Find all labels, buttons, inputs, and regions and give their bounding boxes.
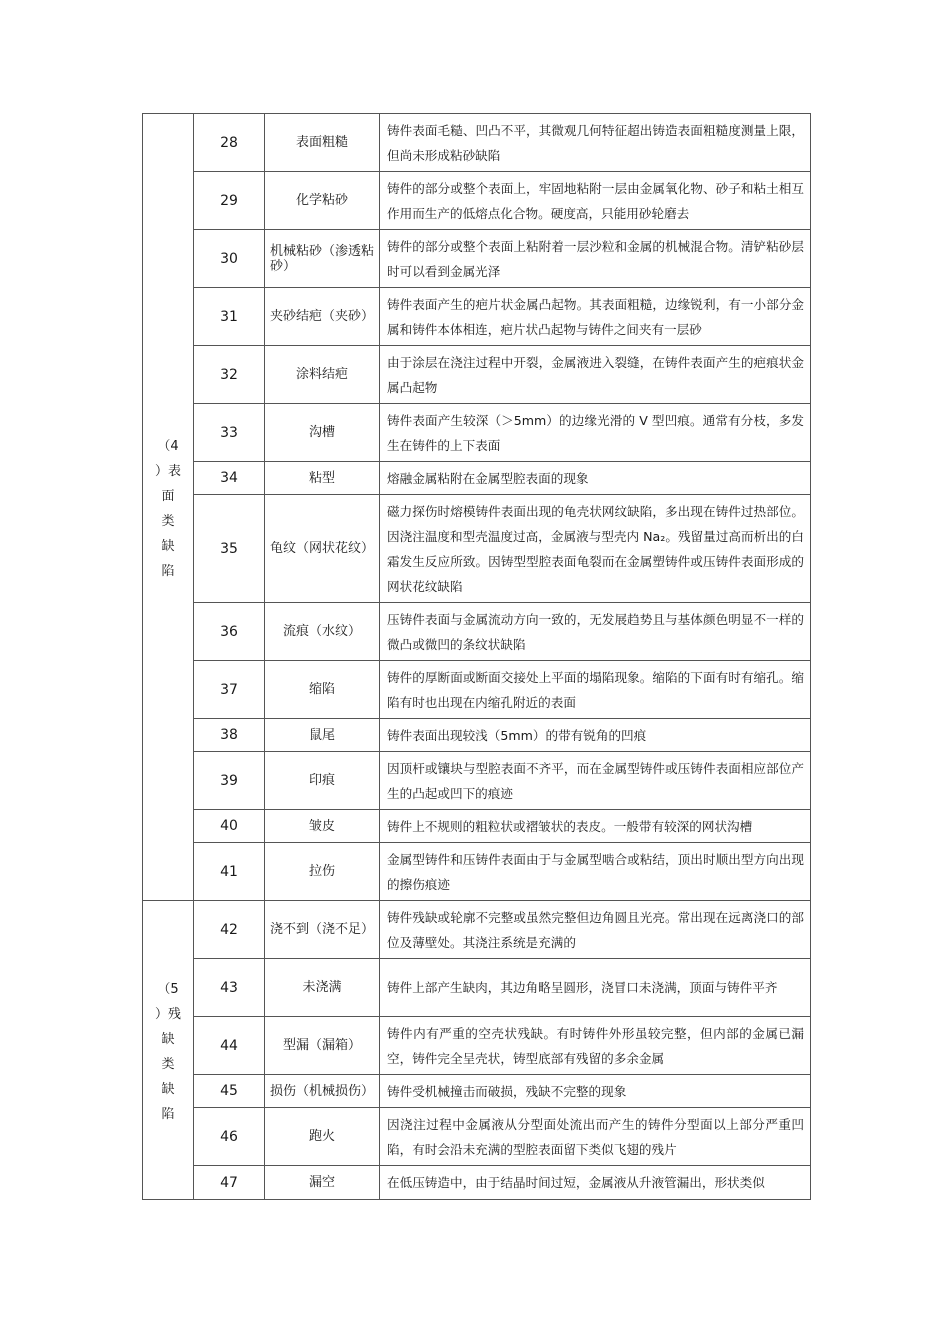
defect-name: 拉伤 (265, 843, 380, 901)
defect-name: 机械粘砂（渗透粘 砂） (265, 230, 380, 288)
defect-name: 印痕 (265, 752, 380, 810)
defect-description: 铸件受机械撞击而破损，残缺不完整的现象 (380, 1075, 811, 1108)
table-row (143, 603, 811, 661)
defect-description: 压铸件表面与金属流动方向一致的，无发展趋势且与基体颜色明显不一样的微凸或微凹的条纹状缺陷 (380, 603, 811, 661)
table-row (143, 1017, 811, 1075)
category-label-line: 缺 (161, 1032, 175, 1047)
defect-name: 化学粘砂 (265, 172, 380, 230)
defect-description: 铸件表面产生的疤片状金属凸起物。其表面粗糙，边缘锐利，有一小部分金属和铸件本体相连，疤片状凸起物与铸件之间夹有一层砂 (380, 288, 811, 346)
defect-name: 未浇满 (265, 959, 380, 1017)
defect-name: 沟槽 (265, 404, 380, 462)
defect-number: 46 (194, 1108, 265, 1166)
category-label-line: 类 (161, 514, 175, 529)
table-row (143, 901, 811, 959)
category-label-line: 类 (161, 1057, 175, 1072)
defect-table (142, 113, 811, 1200)
defect-number: 36 (194, 603, 265, 661)
category-label-line: 面 (161, 489, 175, 504)
defect-number: 28 (194, 114, 265, 172)
defect-name: 粘型 (265, 462, 380, 495)
defect-name: 皱皮 (265, 810, 380, 843)
defect-number: 45 (194, 1075, 265, 1108)
table-row (143, 462, 811, 495)
table-row (143, 495, 811, 603)
table-row (143, 1166, 811, 1200)
defect-name: 型漏（漏箱） (265, 1017, 380, 1075)
table-row (143, 346, 811, 404)
defect-description: 铸件表面产生较深（＞5mm）的边缘光滑的 V 型凹痕。通常有分枝，多发生在铸件的上下表面 (380, 404, 811, 462)
table-row (143, 172, 811, 230)
defect-description: 在低压铸造中，由于结晶时间过短，金属液从升液管漏出，形状类似 (380, 1166, 811, 1200)
category-label-line: （4 (157, 439, 179, 454)
defect-number: 47 (194, 1166, 265, 1200)
defect-number: 32 (194, 346, 265, 404)
table-row (143, 752, 811, 810)
defect-number: 44 (194, 1017, 265, 1075)
defect-number: 42 (194, 901, 265, 959)
defect-name: 跑火 (265, 1108, 380, 1166)
table-row (143, 114, 811, 172)
defect-number: 43 (194, 959, 265, 1017)
defect-number: 35 (194, 495, 265, 603)
defect-description: 铸件的部分或整个表面上粘附着一层沙粒和金属的机械混合物。清铲粘砂层时可以看到金属光泽 (380, 230, 811, 288)
defect-description: 熔融金属粘附在金属型腔表面的现象 (380, 462, 811, 495)
defect-description: 铸件上部产生缺肉，其边角略呈圆形，浇冒口未浇满，顶面与铸件平齐 (380, 959, 811, 1017)
category-label-line: （5 (157, 982, 179, 997)
defect-description: 铸件的厚断面或断面交接处上平面的塌陷现象。缩陷的下面有时有缩孔。缩陷有时也出现在内缩孔附近的表面 (380, 661, 811, 719)
category-label-line: ）残 (154, 1007, 181, 1022)
defect-description: 铸件上不规则的粗粒状或褶皱状的表皮。一般带有较深的网状沟槽 (380, 810, 811, 843)
defect-number: 33 (194, 404, 265, 462)
category-label-line: 陷 (161, 564, 175, 579)
category-cell-incomplete-defects (143, 901, 194, 1200)
defect-description: 因顶杆或镶块与型腔表面不齐平，而在金属型铸件或压铸件表面相应部位产生的凸起或凹下的痕迹 (380, 752, 811, 810)
defect-description: 磁力探伤时熔模铸件表面出现的龟壳状网纹缺陷，多出现在铸件过热部位。因浇注温度和型壳温度过高，金属液与型壳内 Na₂。残留量过高而析出的白霜发生反应所致。因铸型型腔表面龟裂而在金属塑铸件或压铸件表面形成的网状花纹缺陷 (380, 495, 811, 603)
defect-name: 损伤（机械损伤） (265, 1075, 380, 1108)
defect-description: 铸件表面毛糙、凹凸不平，其微观几何特征超出铸造表面粗糙度测量上限，但尚未形成粘砂缺陷 (380, 114, 811, 172)
table-row (143, 230, 811, 288)
defect-name: 缩陷 (265, 661, 380, 719)
category-label-line: ）表 (154, 464, 181, 479)
defect-name: 表面粗糙 (265, 114, 380, 172)
table-row (143, 1108, 811, 1166)
defect-description: 因浇注过程中金属液从分型面处流出而产生的铸件分型面以上部分严重凹陷，有时会沿未充满的型腔表面留下类似飞翅的残片 (380, 1108, 811, 1166)
category-label-line: 缺 (161, 539, 175, 554)
table-row (143, 404, 811, 462)
defect-name: 流痕（水纹） (265, 603, 380, 661)
category-label-line: 缺 (161, 1082, 175, 1097)
defect-number: 30 (194, 230, 265, 288)
defect-description: 由于涂层在浇注过程中开裂，金属液进入裂缝，在铸件表面产生的疤痕状金属凸起物 (380, 346, 811, 404)
table-row (143, 288, 811, 346)
defect-name: 夹砂结疤（夹砂） (265, 288, 380, 346)
table-row (143, 843, 811, 901)
defect-name: 鼠尾 (265, 719, 380, 752)
defect-number: 39 (194, 752, 265, 810)
defect-number: 38 (194, 719, 265, 752)
table-row (143, 661, 811, 719)
defect-name: 浇不到（浇不足） (265, 901, 380, 959)
defect-description: 金属型铸件和压铸件表面由于与金属型啮合或粘结，顶出时顺出型方向出现的擦伤痕迹 (380, 843, 811, 901)
defect-number: 41 (194, 843, 265, 901)
defect-description: 铸件的部分或整个表面上，牢固地粘附一层由金属氧化物、砂子和粘土相互作用而生产的低熔点化合物。硬度高，只能用砂轮磨去 (380, 172, 811, 230)
defect-number: 31 (194, 288, 265, 346)
table-row (143, 1075, 811, 1108)
defect-name: 龟纹（网状花纹） (265, 495, 380, 603)
table-row (143, 719, 811, 752)
defect-description: 铸件表面出现较浅（5mm）的带有锐角的凹痕 (380, 719, 811, 752)
category-cell-surface-defects (143, 114, 194, 901)
table-row (143, 959, 811, 1017)
table-row (143, 810, 811, 843)
defect-description: 铸件残缺或轮廓不完整或虽然完整但边角圆且光亮。常出现在远离浇口的部位及薄壁处。其浇注系统是充满的 (380, 901, 811, 959)
defect-number: 29 (194, 172, 265, 230)
defect-number: 37 (194, 661, 265, 719)
defect-name: 漏空 (265, 1166, 380, 1200)
defect-name: 涂料结疤 (265, 346, 380, 404)
category-label-line: 陷 (161, 1107, 175, 1122)
defect-number: 34 (194, 462, 265, 495)
defect-number: 40 (194, 810, 265, 843)
defect-description: 铸件内有严重的空壳状残缺。有时铸件外形虽较完整，但内部的金属已漏空，铸件完全呈壳状，铸型底部有残留的多余金属 (380, 1017, 811, 1075)
